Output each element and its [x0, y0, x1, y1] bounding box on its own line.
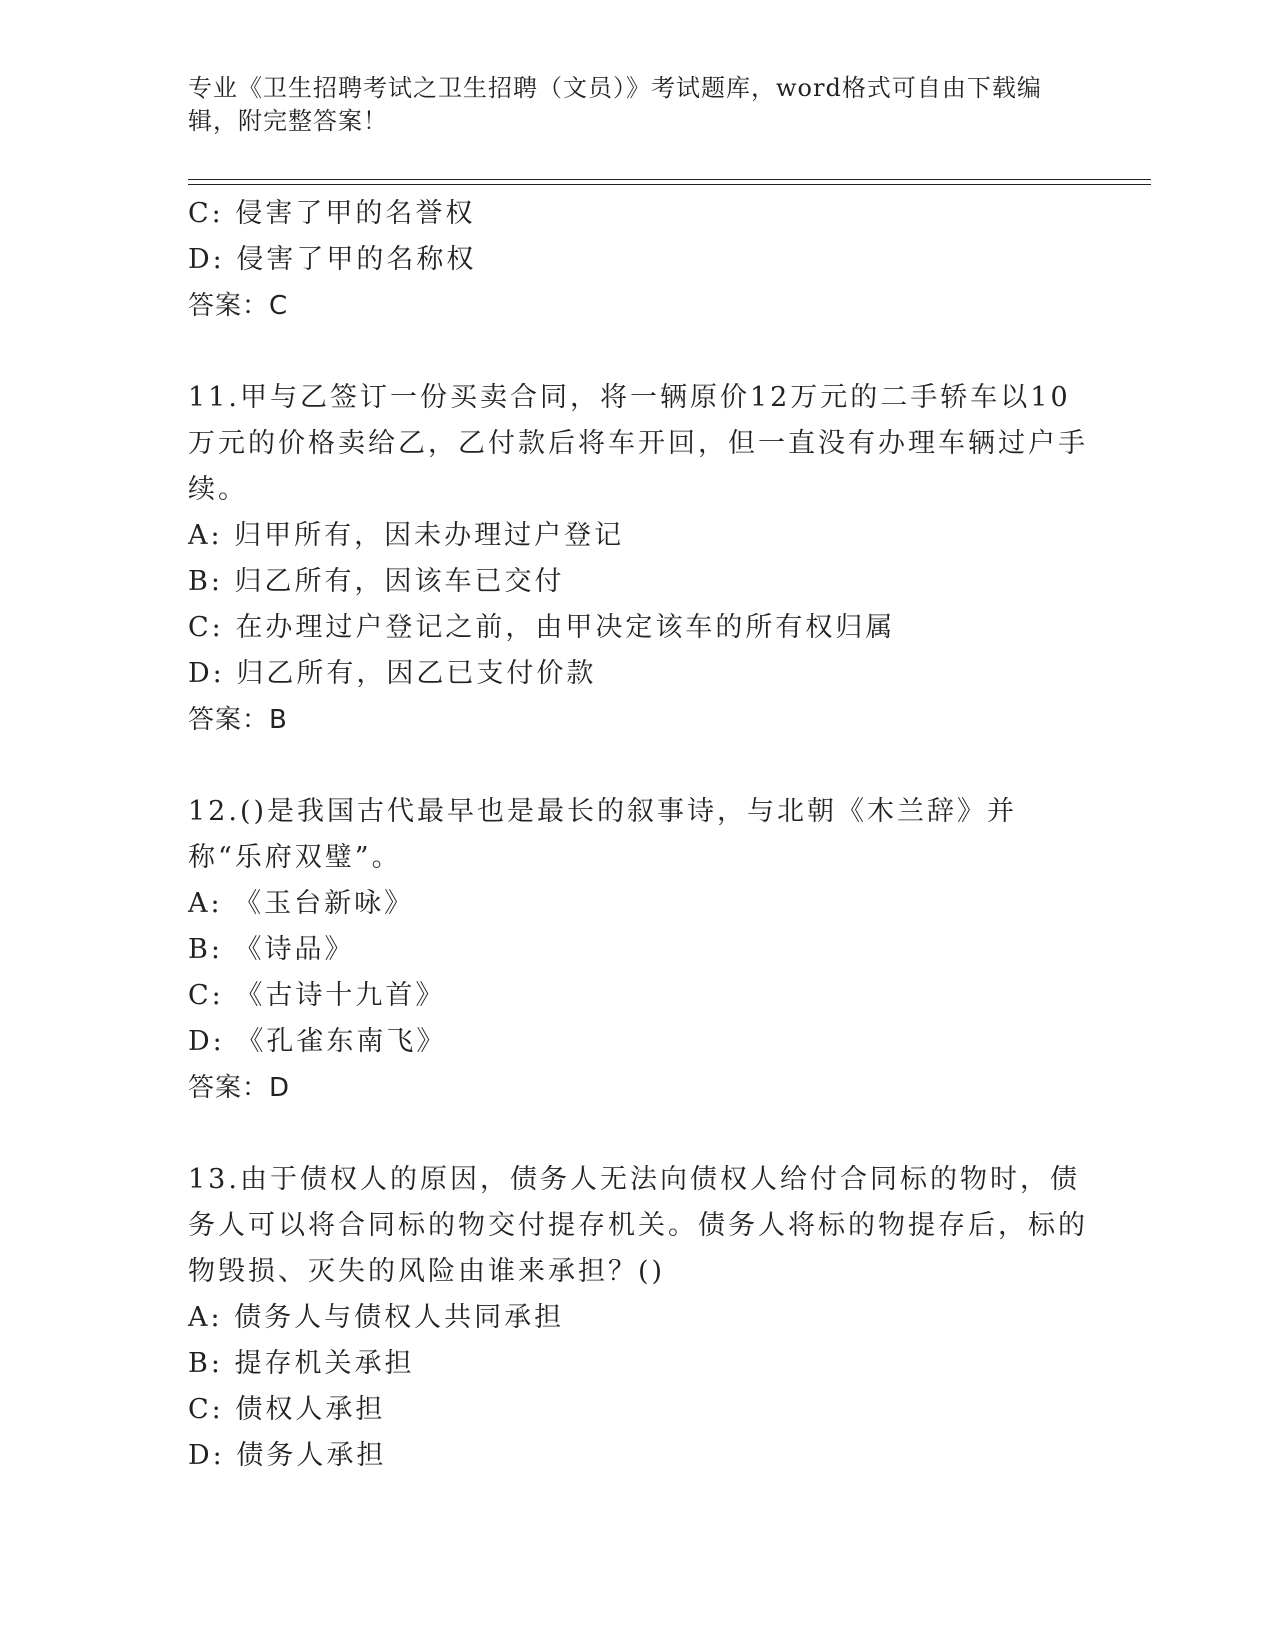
option-c: C: 债权人承担 — [188, 1394, 386, 1425]
question-text: 12.()是我国古代最早也是最长的叙事诗，与北朝《木兰辞》并称“乐府双璧”。 — [188, 796, 1018, 873]
question-13 — [188, 1157, 1088, 1479]
answer-line: 答案：C — [188, 291, 289, 321]
header-rule-bottom — [188, 184, 1151, 185]
question-11 — [188, 375, 1088, 743]
option-d: D: 债务人承担 — [188, 1440, 387, 1471]
spacer — [188, 743, 1088, 789]
option-b: B: 归乙所有，因该车已交付 — [188, 566, 565, 597]
option-a: A: 《玉台新咏》 — [188, 888, 415, 919]
spacer — [188, 329, 1088, 375]
answer-line: 答案：D — [188, 1073, 291, 1103]
option-d: D: 归乙所有，因乙已支付价款 — [188, 658, 597, 689]
option-b: B: 提存机关承担 — [188, 1348, 415, 1379]
continued-question — [188, 191, 1088, 329]
option-a: A: 归甲所有，因未办理过户登记 — [188, 520, 625, 551]
question-text: 13.由于债权人的原因，债务人无法向债权人给付合同标的物时，债务人可以将合同标的物交付提存机关。债务人将标的物提存后，标的物毁损、灭失的风险由谁来承担？() — [188, 1164, 1088, 1287]
option-c: C: 在办理过户登记之前，由甲决定该车的所有权归属 — [188, 612, 896, 643]
option-b: B: 《诗品》 — [188, 934, 355, 965]
option-c: C: 《古诗十九首》 — [188, 980, 446, 1011]
option-d: D: 侵害了甲的名称权 — [188, 244, 477, 275]
spacer — [188, 1111, 1088, 1157]
document-header: 专业《卫生招聘考试之卫生招聘（文员）》考试题库，word格式可自由下载编辑，附完整答案！ — [188, 74, 1042, 135]
question-text: 11.甲与乙签订一份买卖合同，将一辆原价12万元的二手轿车以10万元的价格卖给乙，乙付款后将车开回，但一直没有办理车辆过户手续。 — [188, 382, 1088, 505]
option-c: C: 侵害了甲的名誉权 — [188, 198, 476, 229]
answer-line: 答案：B — [188, 705, 288, 735]
question-12 — [188, 789, 1088, 1111]
header-rule-top — [188, 179, 1151, 180]
option-a: A: 债务人与债权人共同承担 — [188, 1302, 565, 1333]
document-body — [188, 191, 1088, 1479]
option-d: D: 《孔雀东南飞》 — [188, 1026, 447, 1057]
